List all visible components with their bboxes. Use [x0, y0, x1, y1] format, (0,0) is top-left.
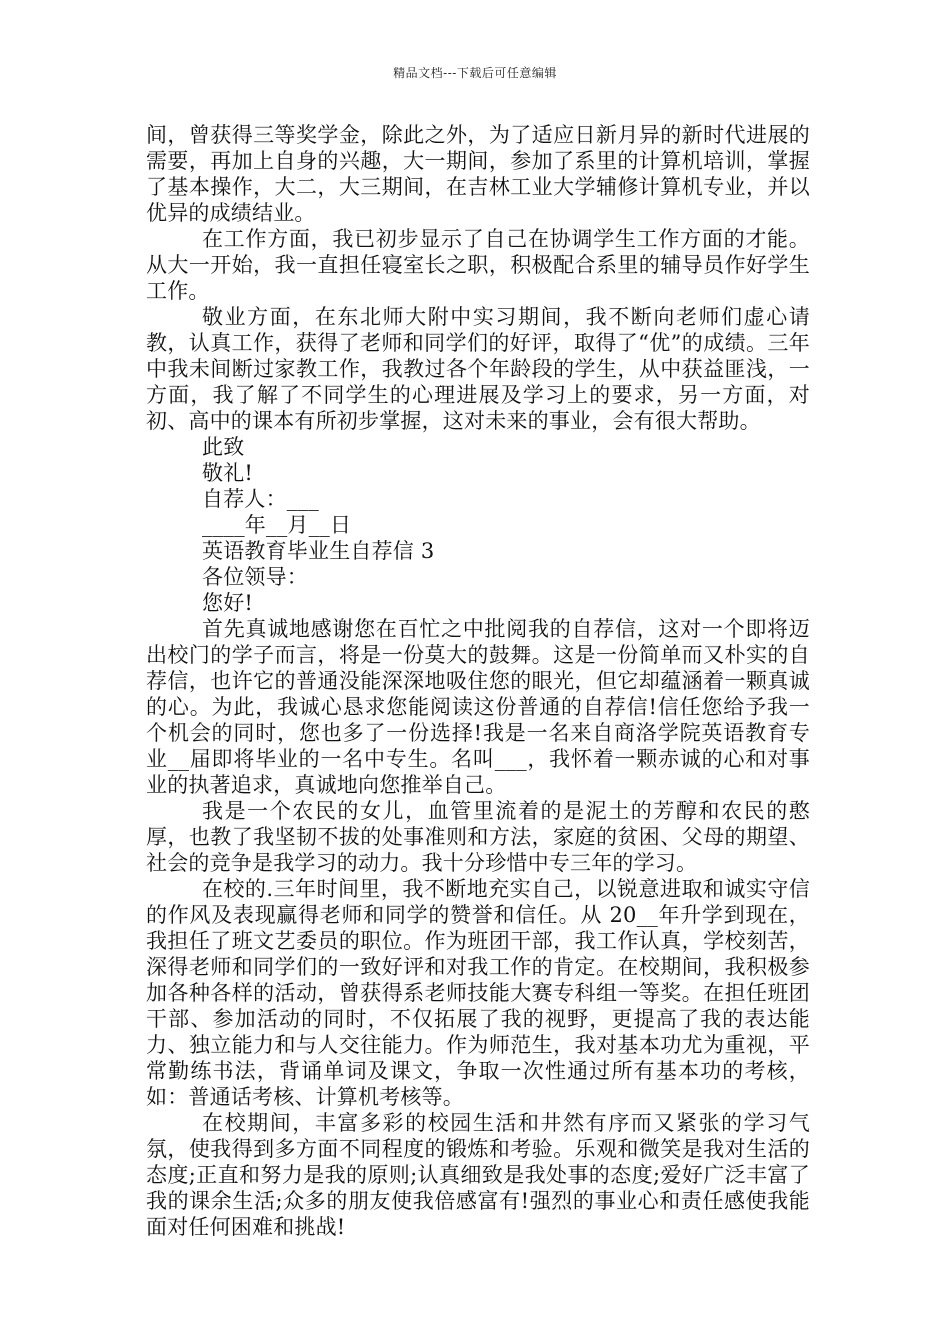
- greeting-recipients: 各位领导：: [202, 565, 308, 589]
- paragraph-introduction: 首先真诚地感谢您在百忙之中批阅我的自荐信，这对一个即将迈出校门的学子而言，将是一份莫大的鼓舞。这是一份简单而又朴实的自荐信，也许它的普通没能深深地吸住您的眼光，但它却蕴涵着一颗真诚的心。为此，我诚心恳求您能阅读这份普通的自荐信!信任您给予我一个机会的同时，您也多了一份选择!我是一名来自商洛学院英语教育专业__届即将毕业的一名中专生。名叫___，我怀着一颗赤诚的心和对事业的执著追求，真诚地向您推举自己。: [146, 617, 810, 797]
- paragraph-continuation: 间，曾获得三等奖学金，除此之外，为了适应日新月异的新时代进展的需要，再加上自身的兴趣，大一期间，参加了系里的计算机培训，掌握了基本操作，大二，大三期间，在吉林工业大学辅修计算机专业，并以优异的成绩结业。: [146, 123, 810, 225]
- paragraph-background: 我是一个农民的女儿，血管里流着的是泥土的芳醇和农民的憨厚，也教了我坚韧不拔的处事准则和方法，家庭的贫困、父母的期望、社会的竞争是我学习的动力。我十分珍惜中专三年的学习。: [146, 799, 810, 875]
- closing-salutation: 此致: [202, 435, 245, 459]
- paragraph-campus-life: 在校期间，丰富多彩的校园生活和井然有序而又紧张的学习气氛，使我得到多方面不同程度的锻炼和考验。乐观和微笑是我对生活的态度;正直和努力是我的原则;认真细致是我处事的态度;爱好广泛丰富了我的课余生活;众多的朋友使我倍感富有!强烈的事业心和责任感使我能面对任何困难和挑战!: [146, 1111, 810, 1239]
- letter-title: 英语教育毕业生自荐信 3: [202, 539, 435, 563]
- signature-line: 自荐人：___: [202, 487, 319, 511]
- paragraph-dedication: 敬业方面，在东北师大附中实习期间，我不断向老师们虚心请教，认真工作，获得了老师和同学们的好评，取得了“优”的成绩。三年中我未间断过家教工作，我教过各个年龄段的学生，从中获益匪浅，一方面，我了解了不同学生的心理进展及学习上的要求，另一方面，对初、高中的课本有所初步掌握，这对未来的事业，会有很大帮助。: [146, 305, 810, 433]
- page-header: 精品文档---下载后可任意编辑: [393, 66, 557, 80]
- paragraph-work: 在工作方面，我已初步显示了自己在协调学生工作方面的才能。从大一开始，我一直担任寝室长之职，积极配合系里的辅导员作好学生工作。: [146, 227, 810, 303]
- paragraph-school-achievements: 在校的.三年时间里，我不断地充实自己，以锐意进取和诚实守信的作风及表现赢得老师和同学的赞誉和信任。从 20__年升学到现在，我担任了班文艺委员的职位。作为班团干部，我工作认真，学校刻苦，深得老师和同学们的一致好评和对我工作的肯定。在校期间，我积极参加各种各样的活动，曾获得系老师技能大赛专科组一等奖。在担任班团干部、参加活动的同时，不仅拓展了我的视野，更提高了我的表达能力、独立能力和与人交往能力。作为师范生，我对基本功尤为重视，平常勤练书法，背诵单词及课文，争取一次性通过所有基本功的考核，如：普通话考核、计算机考核等。: [146, 877, 810, 1109]
- date-line: ____年__月__日: [202, 513, 352, 537]
- greeting-hello: 您好!: [202, 591, 254, 615]
- closing-regards: 敬礼!: [202, 461, 254, 485]
- document-body: [146, 122, 810, 1240]
